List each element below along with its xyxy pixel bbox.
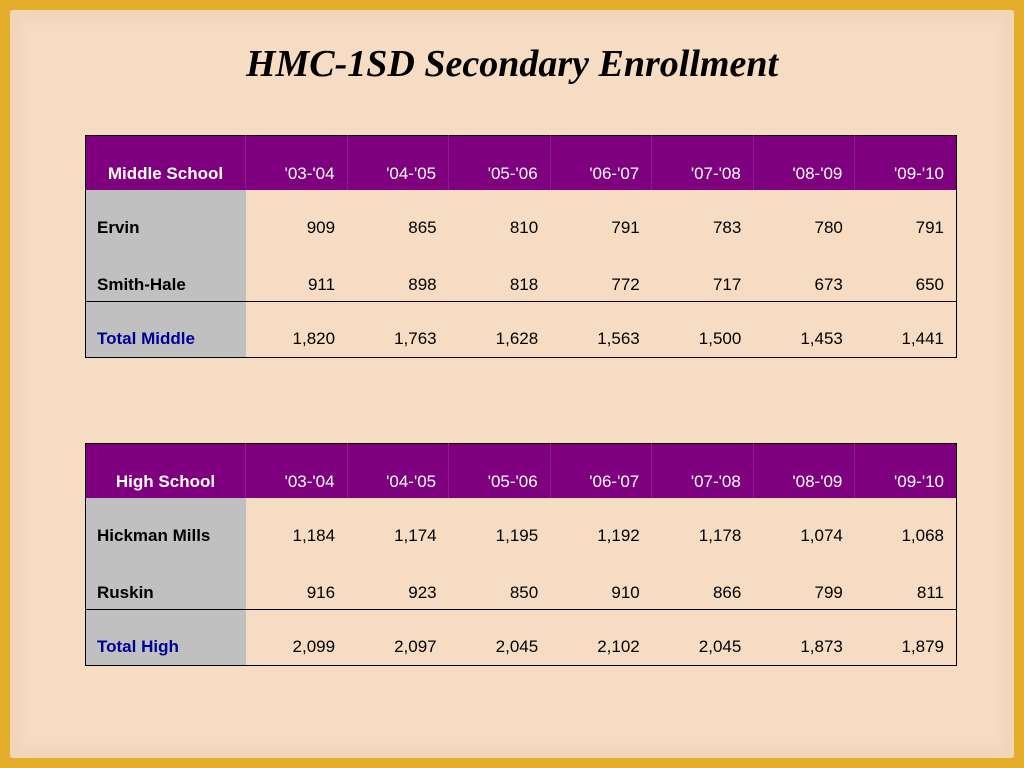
section-header: High School (115, 471, 216, 491)
table-cell: 916 (246, 574, 348, 610)
high-school-table (85, 443, 957, 666)
table-cell: 799 (753, 574, 855, 610)
table-cell: 1,195 (449, 498, 551, 574)
row-label: Hickman Mills (86, 498, 246, 574)
table-header-row (86, 444, 957, 498)
table-cell: 1,074 (753, 498, 855, 574)
total-cell: 1,500 (652, 302, 754, 358)
year-header: '07-'08 (652, 444, 754, 498)
table-cell: 818 (449, 266, 551, 302)
table-row (86, 498, 957, 574)
total-cell: 2,099 (246, 610, 348, 666)
table-cell: 772 (550, 266, 652, 302)
year-header: '06-'07 (550, 444, 652, 498)
table-cell: 1,192 (550, 498, 652, 574)
table-cell: 898 (347, 266, 449, 302)
year-header: '08-'09 (753, 444, 855, 498)
table-cell: 783 (652, 190, 754, 266)
table-cell: 810 (449, 190, 551, 266)
table-row (86, 266, 957, 302)
table-cell: 673 (753, 266, 855, 302)
table-cell: 1,178 (652, 498, 754, 574)
table-cell: 923 (347, 574, 449, 610)
total-cell: 1,763 (347, 302, 449, 358)
total-cell: 1,441 (855, 302, 957, 358)
table-cell: 911 (246, 266, 348, 302)
page-title: HMC-1SD Secondary Enrollment (245, 43, 779, 85)
table-cell: 791 (550, 190, 652, 266)
total-cell: 2,102 (550, 610, 652, 666)
year-header: '09-'10 (855, 444, 957, 498)
table-cell: 866 (652, 574, 754, 610)
total-cell: 2,045 (449, 610, 551, 666)
year-header: '07-'08 (652, 136, 754, 190)
table-row (86, 574, 957, 610)
table-cell: 1,068 (855, 498, 957, 574)
row-label: Smith-Hale (86, 266, 246, 302)
table-cell: 1,184 (246, 498, 348, 574)
section-header: Middle School (107, 163, 224, 183)
total-cell: 2,045 (652, 610, 754, 666)
row-label: Ruskin (86, 574, 246, 610)
total-row (86, 302, 957, 358)
table-cell: 850 (449, 574, 551, 610)
total-row (86, 610, 957, 666)
year-header: '03-'04 (246, 444, 348, 498)
total-cell: 1,563 (550, 302, 652, 358)
table-cell: 791 (855, 190, 957, 266)
table-cell: 909 (246, 190, 348, 266)
total-cell: 1,453 (753, 302, 855, 358)
table-row (86, 190, 957, 266)
table-cell: 811 (855, 574, 957, 610)
year-header: '05-'06 (449, 136, 551, 190)
year-header: '04-'05 (347, 136, 449, 190)
year-header: '08-'09 (753, 136, 855, 190)
year-header: '06-'07 (550, 136, 652, 190)
total-label: Total Middle (86, 302, 246, 358)
year-header: '05-'06 (449, 444, 551, 498)
total-label: Total High (86, 610, 246, 666)
table-cell: 1,174 (347, 498, 449, 574)
table-cell: 717 (652, 266, 754, 302)
total-cell: 1,873 (753, 610, 855, 666)
middle-school-table (85, 135, 957, 358)
year-header: '04-'05 (347, 444, 449, 498)
row-label: Ervin (86, 190, 246, 266)
total-cell: 1,628 (449, 302, 551, 358)
table-cell: 650 (855, 266, 957, 302)
total-cell: 2,097 (347, 610, 449, 666)
table-cell: 780 (753, 190, 855, 266)
total-cell: 1,879 (855, 610, 957, 666)
year-header: '03-'04 (246, 136, 348, 190)
total-cell: 1,820 (246, 302, 348, 358)
table-cell: 910 (550, 574, 652, 610)
year-header: '09-'10 (855, 136, 957, 190)
table-header-row (86, 136, 957, 190)
table-cell: 865 (347, 190, 449, 266)
